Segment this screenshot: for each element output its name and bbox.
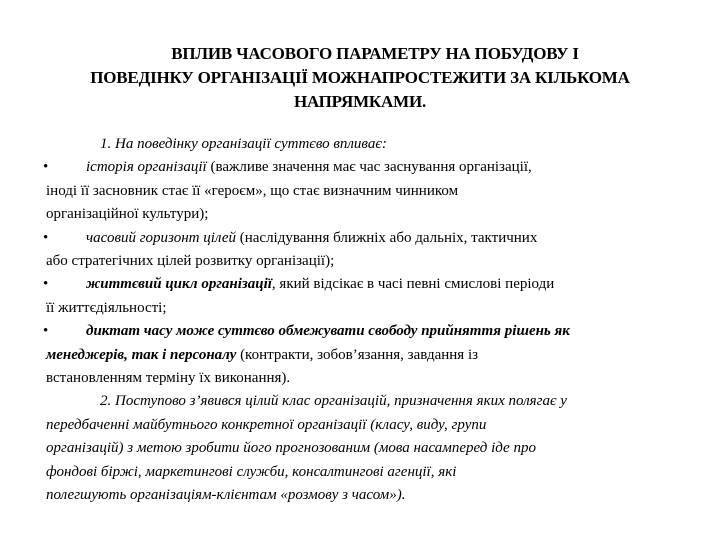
title-line-3: НАПРЯМКАМИ. — [293, 92, 427, 111]
bullet-item-history — [43, 156, 686, 179]
paragraph-2-line-1: 2. Поступово з’явився цілий клас організацій, призначення яких полягає у — [100, 393, 567, 410]
slide-title — [30, 42, 690, 114]
paragraph-2-line-2: передбаченні майбутнього конкретної організації (класу, виду, групи — [46, 416, 487, 433]
bullet-term-dictate-cont: менеджерів, так і персоналу — [46, 346, 237, 363]
title-line-2: ПОВЕДІНКУ ОРГАНІЗАЦІЇ МОЖНАПРОСТЕЖИТИ ЗА КІЛЬКОМА — [90, 68, 630, 87]
text-line: іноді її засновник стає її «героєм», що стає визначним чинником — [46, 182, 459, 199]
bullet-marker: • — [43, 276, 49, 293]
bullet-text: (наслідування ближніх або дальніх, тактичних — [235, 229, 538, 246]
bullet-item-dictate — [43, 320, 686, 343]
bullet-marker: • — [43, 229, 49, 246]
paragraph-2-line-5: полегшують організаціям-клієнтам «розмову з часом»). — [46, 487, 406, 504]
bullet-text: (важливе значення має час заснування організації, — [206, 159, 532, 176]
text-line — [46, 344, 686, 367]
bullet-text: , який відсікає в часі певні смислові періоди — [271, 276, 555, 293]
text-line: або стратегічних цілей розвитку організації); — [46, 253, 335, 270]
text-line: організаційної культури); — [46, 206, 209, 223]
intro-paragraph-1: 1. На поведінку організації суттєво впливає: — [100, 136, 387, 152]
bullet-term-horizon: часовий горизонт цілей — [86, 229, 236, 246]
bullet-item-lifecycle — [43, 273, 686, 296]
paragraph-2-line-4: фондові біржі, маркетингові служби, консалтингові агенції, які — [46, 463, 457, 480]
title-line-1: ВПЛИВ ЧАСОВОГО ПАРАМЕТРУ НА ПОБУДОВУ І — [171, 44, 579, 63]
bullet-term-dictate: диктат часу може суттєво обмежувати свободу прийняття рішень як — [86, 323, 570, 340]
bullet-term-history: історія організації — [86, 159, 207, 176]
bullet-text: (контракти, зобов’язання, завдання із — [236, 346, 479, 363]
bullet-item-horizon — [43, 227, 686, 250]
slide-body — [43, 133, 686, 508]
bullet-term-lifecycle: життєвий цикл організації — [86, 276, 272, 293]
text-line: встановленням терміну їх виконання). — [46, 370, 291, 387]
text-line: її життєдіяльності; — [46, 299, 167, 316]
paragraph-2-line-3: організацій) з метою зробити його прогнозованим (мова насамперед іде про — [46, 440, 536, 457]
bullet-marker: • — [43, 323, 49, 340]
bullet-marker: • — [43, 159, 49, 176]
